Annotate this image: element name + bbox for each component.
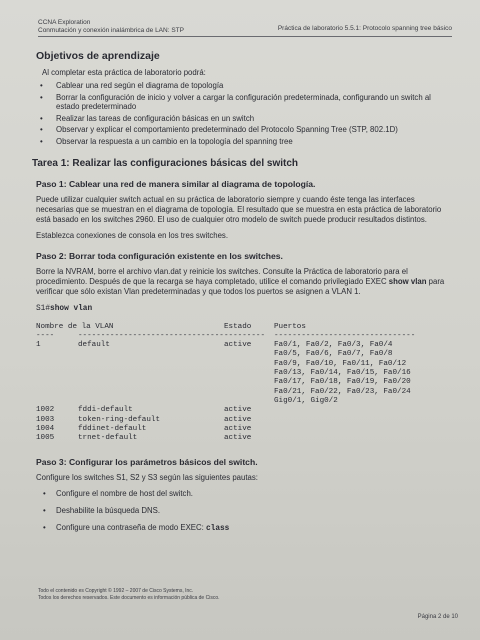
vlan-status: active: [224, 424, 252, 433]
cli-command: [36, 305, 446, 315]
vlan-header-ports: Puertos: [274, 322, 306, 331]
step2-title: Paso 2: Borrar toda configuración existente en los switches.: [36, 251, 283, 261]
step3-title: Paso 3: Configurar los parámetros básicos del switch.: [36, 457, 258, 468]
task1-title: Tarea 1: Realizar las configuraciones básicas del switch: [32, 158, 299, 169]
cli-prompt: S1#: [36, 305, 51, 313]
objective-item: • Observar la respuesta a un cambio en la topología del spanning tree: [54, 137, 446, 147]
step3-item: • Deshabilite la búsqueda DNS.: [56, 506, 446, 516]
vlan-table-header: [36, 323, 446, 332]
vlan-name: default: [78, 341, 110, 350]
page-footer: [38, 588, 452, 602]
step2-text-after: para verificar que sólo existan Vlan predeterminadas y que todos los puertos se asignen a VLAN 1.: [36, 277, 445, 296]
header-course-info: [38, 19, 184, 35]
table-row: [36, 406, 446, 415]
port-line: Fa0/9, Fa0/10, Fa0/11, Fa0/12: [274, 359, 407, 368]
table-row: [36, 341, 446, 406]
port-line: Gig0/1, Gig0/2: [274, 396, 338, 405]
step2-paragraph: [36, 267, 446, 297]
step1-title: Paso 1: Cablear una red de manera similar al diagrama de topología.: [36, 179, 316, 189]
vlan-status: active: [224, 434, 252, 443]
separator-status: ---------: [224, 331, 266, 340]
vlan-id: 1004: [36, 424, 55, 433]
footer-copyright: Todo el contenido es Copyright © 1992 – 2007 de Cisco Systems, Inc.: [38, 588, 194, 594]
step1-paragraph: Puede utilizar cualquier switch actual en su práctica de laboratorio siempre y cuando éste tenga las interfaces necesarias que se muestran en el diagrama de topología. El resultado que se muestra en esta práctica de laboratorio está basado en los switches 2960. El uso de cualquier otro modelo de switch puede producir resultados distintos.: [36, 195, 442, 224]
vlan-id: 1002: [36, 406, 55, 415]
step3-item: • Configure el nombre de host del switch.: [56, 489, 446, 499]
page-content: [32, 50, 446, 541]
page-header: [38, 14, 452, 37]
port-line: Fa0/17, Fa0/18, Fa0/19, Fa0/20: [274, 378, 411, 387]
vlan-output-table: [36, 323, 446, 444]
cli-command-text: show vlan: [50, 305, 93, 313]
vlan-name: fddi-default: [78, 406, 133, 415]
step1-console-note: Establezca conexiones de consola en los tres switches.: [36, 231, 228, 240]
separator-ports: -------------------------------: [274, 331, 416, 340]
header-course: CCNA Exploration: [38, 19, 91, 26]
vlan-id: 1003: [36, 415, 55, 424]
header-module: Conmutación y conexión inalámbrica de LAN: STP: [38, 27, 184, 34]
vlan-ports: [274, 341, 446, 406]
objectives-list: [54, 81, 446, 146]
vlan-status: active: [224, 406, 252, 415]
vlan-name: token-ring-default: [78, 415, 161, 424]
port-line: Fa0/13, Fa0/14, Fa0/15, Fa0/16: [274, 369, 411, 378]
step3-intro: Configure los switches S1, S2 y S3 según las siguientes pautas:: [36, 473, 258, 483]
vlan-status: active: [224, 415, 252, 424]
objectives-intro: Al completar esta práctica de laboratorio podrá:: [42, 68, 206, 77]
vlan-header-name: Nombre de la VLAN: [36, 322, 114, 331]
objective-item: • Observar y explicar el comportamiento predeterminado del Protocolo Spanning Tree (STP, 802.1D): [54, 125, 446, 135]
objectives-title: Objetivos de aprendizaje: [36, 50, 160, 62]
table-row: [36, 425, 446, 434]
step2-text-before: Borre la NVRAM, borre el archivo vlan.dat y reinicie los switches. Consulte la Práctica de laboratorio para el procedimiento. Después de que la recarga se haya completado, utilice el comando privilegiado EXEC: [36, 267, 408, 286]
table-row: [36, 434, 446, 443]
objective-item: • Cablear una red según el diagrama de topología: [54, 81, 446, 91]
table-row: [36, 416, 446, 425]
step2-inline-command: show vlan: [388, 277, 427, 286]
separator-name: --------------------------------: [78, 331, 224, 340]
step3-item: [56, 523, 446, 534]
vlan-id: 1005: [36, 434, 55, 443]
page-number: Página 2 de 10: [417, 614, 458, 620]
vlan-name: fddinet-default: [78, 424, 147, 433]
objective-item: • Realizar las tareas de configuración básicas en un switch: [54, 114, 446, 124]
password-command: class: [205, 525, 230, 534]
vlan-status: active: [224, 341, 252, 350]
footer-rights: Todos los derechos reservados. Este documento es información pública de Cisco.: [38, 595, 220, 601]
port-line: Fa0/21, Fa0/22, Fa0/23, Fa0/24: [274, 387, 411, 396]
vlan-id: 1: [36, 341, 41, 350]
port-line: Fa0/1, Fa0/2, Fa0/3, Fa0/4: [274, 341, 393, 350]
vlan-table-separator: [36, 332, 446, 341]
objective-item: • Borrar la configuración de inicio y volver a cargar la configuración predeterminada, configurando un switch al estado predeterminado: [54, 93, 446, 112]
step3-list: [56, 489, 446, 534]
port-line: Fa0/5, Fa0/6, Fa0/7, Fa0/8: [274, 350, 393, 359]
header-lab-title: Práctica de laboratorio 5.5.1: Protocolo spanning tree básico: [277, 25, 452, 32]
separator-id: ----: [36, 331, 55, 340]
vlan-name: trnet-default: [78, 434, 138, 443]
vlan-header-status: Estado: [224, 322, 252, 331]
step3-item-text: Configure una contraseña de modo EXEC:: [56, 523, 206, 533]
